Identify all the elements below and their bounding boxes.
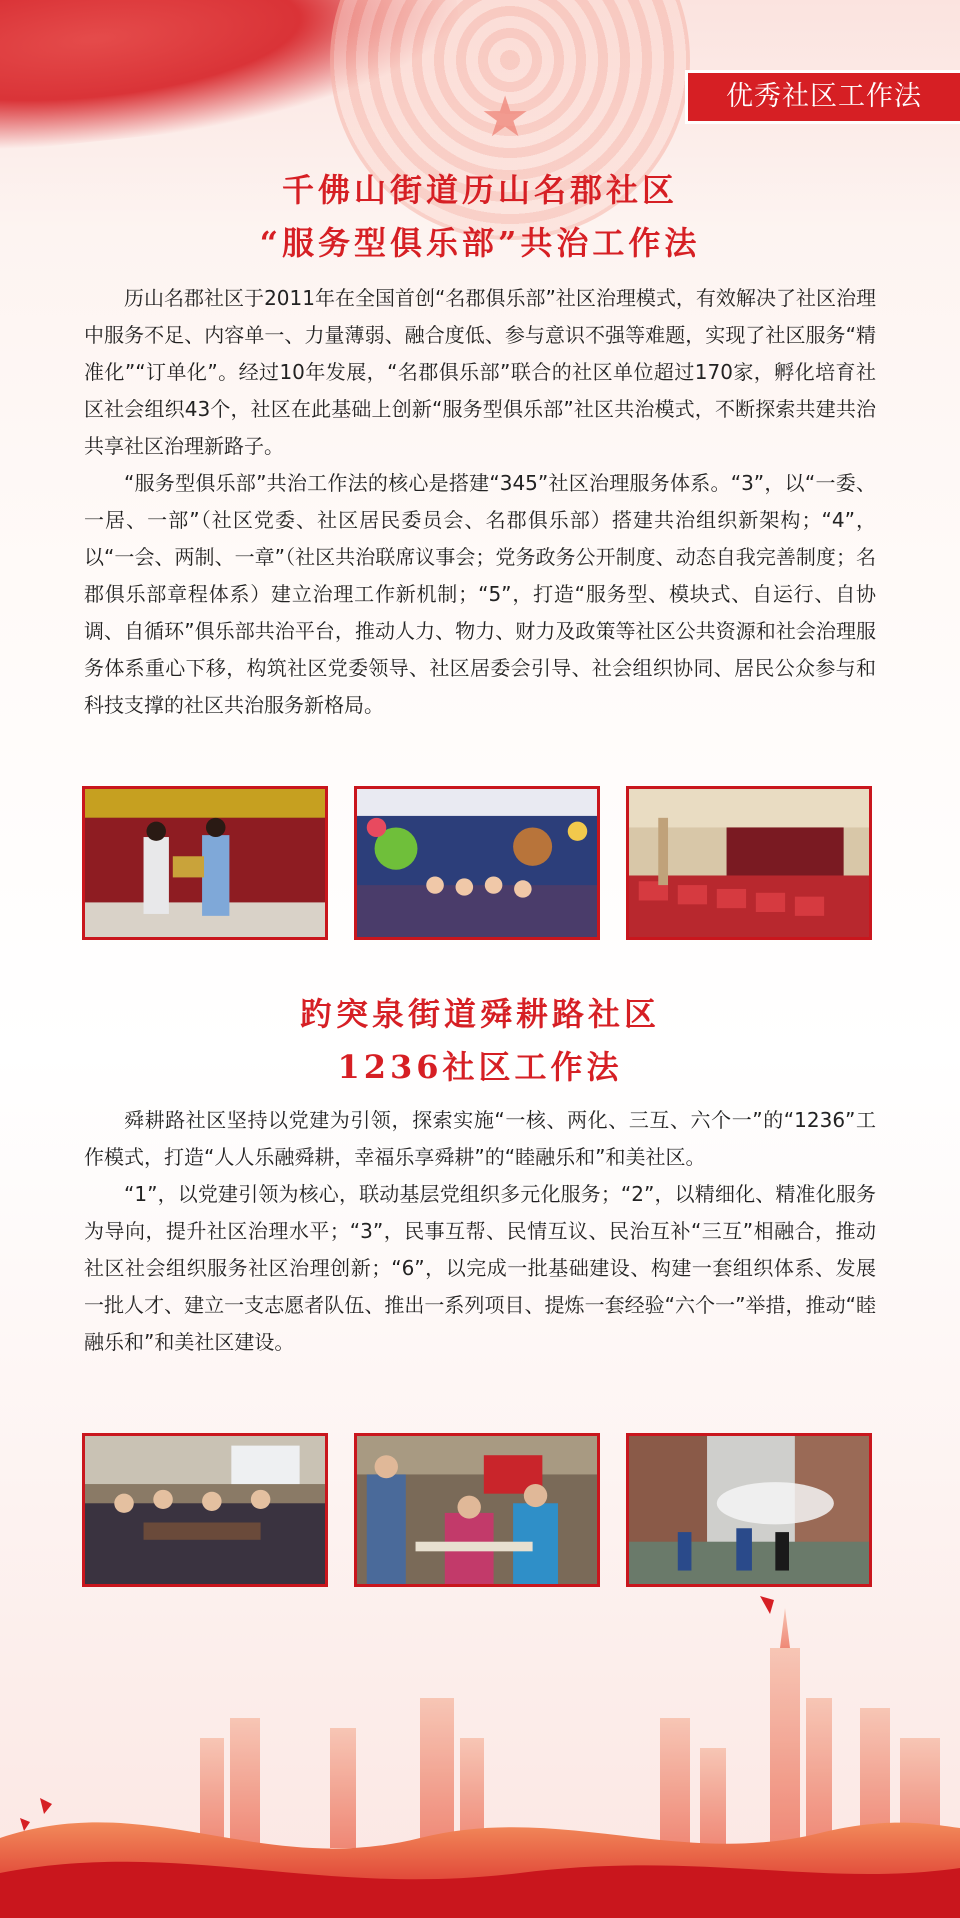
section2-paragraph: 舜耕路社区坚持以党建为引领，探索实施“一核、两化、三互、六个一”的“1236”工作模式，打造“人人乐融舜耕，幸福乐享舜耕”的“睦融乐和”和美社区。: [84, 1108, 876, 1169]
category-badge: 优秀社区工作法: [685, 70, 960, 124]
section1-title-line2: “服务型俱乐部”共治工作法: [259, 224, 701, 262]
section1-paragraph: 历山名郡社区于2011年在全国首创“名郡俱乐部”社区治理模式，有效解决了社区治理中服务不足、内容单一、力量薄弱、融合度低、参与意识不强等难题，实现了社区服务“精准化”“订单化”。经过10年发展，“名郡俱乐部”联合的社区单位超过170家，孵化培育社区社会组织43个，社区在此基础上创新“服务型俱乐部”社区共治模式，不断探索共建共治共享社区治理新路子。: [84, 286, 876, 458]
disinfection-photo: [626, 1433, 872, 1587]
section1-paragraph: “服务型俱乐部”共治工作法的核心是搭建“345”社区治理服务体系。“3”，以“一委、一居、一部”（社区党委、社区居民委员会、名郡俱乐部）搭建共治组织新架构；“4”，以“一会、两制、一章”（社区共治联席议事会；党务政务公开制度、动态自我完善制度；名郡俱乐部章程体系）建立治理工作新机制；“5”，打造“服务型、模块式、自运行、自协调、自循环”俱乐部共治平台，推动人力、物力、财力及政策等社区公共资源和社会治理服务体系重心下移，构筑社区党委领导、社区居委会引导、社会组织协同、居民公众参与和科技支撑的社区共治服务新格局。: [84, 471, 876, 717]
section2-paragraph: “1”，以党建引领为核心，联动基层党组织多元化服务；“2”，以精细化、精准化服务为导向，提升社区治理水平；“3”，民事互帮、民情互议、民治互补“三互”相融合，推动社区社会组织服务社区治理创新；“6”，以完成一批基础建设、构建一套组织体系、发展一批人才、建立一支志愿者队伍、推出一系列项目、提炼一套经验“六个一”举措，推动“睦融乐和”和美社区建设。: [84, 1182, 876, 1354]
volunteer-service-photo: [354, 1433, 600, 1587]
section2-title-line2: 1236社区工作法: [337, 1048, 623, 1086]
ceremony-photo: [82, 786, 328, 940]
auditorium-photo: [626, 786, 872, 940]
meeting-photo: [82, 1433, 328, 1587]
children-event-photo: [354, 786, 600, 940]
section2-title-line1: 趵突泉街道舜耕路社区: [299, 995, 660, 1033]
section1-title-line1: 千佛山街道历山名郡社区: [281, 171, 678, 209]
section2-body: [84, 1102, 876, 1361]
star-icon: ★: [480, 85, 531, 150]
section1-body: [84, 280, 876, 724]
city-skyline-decoration: [0, 1588, 960, 1918]
